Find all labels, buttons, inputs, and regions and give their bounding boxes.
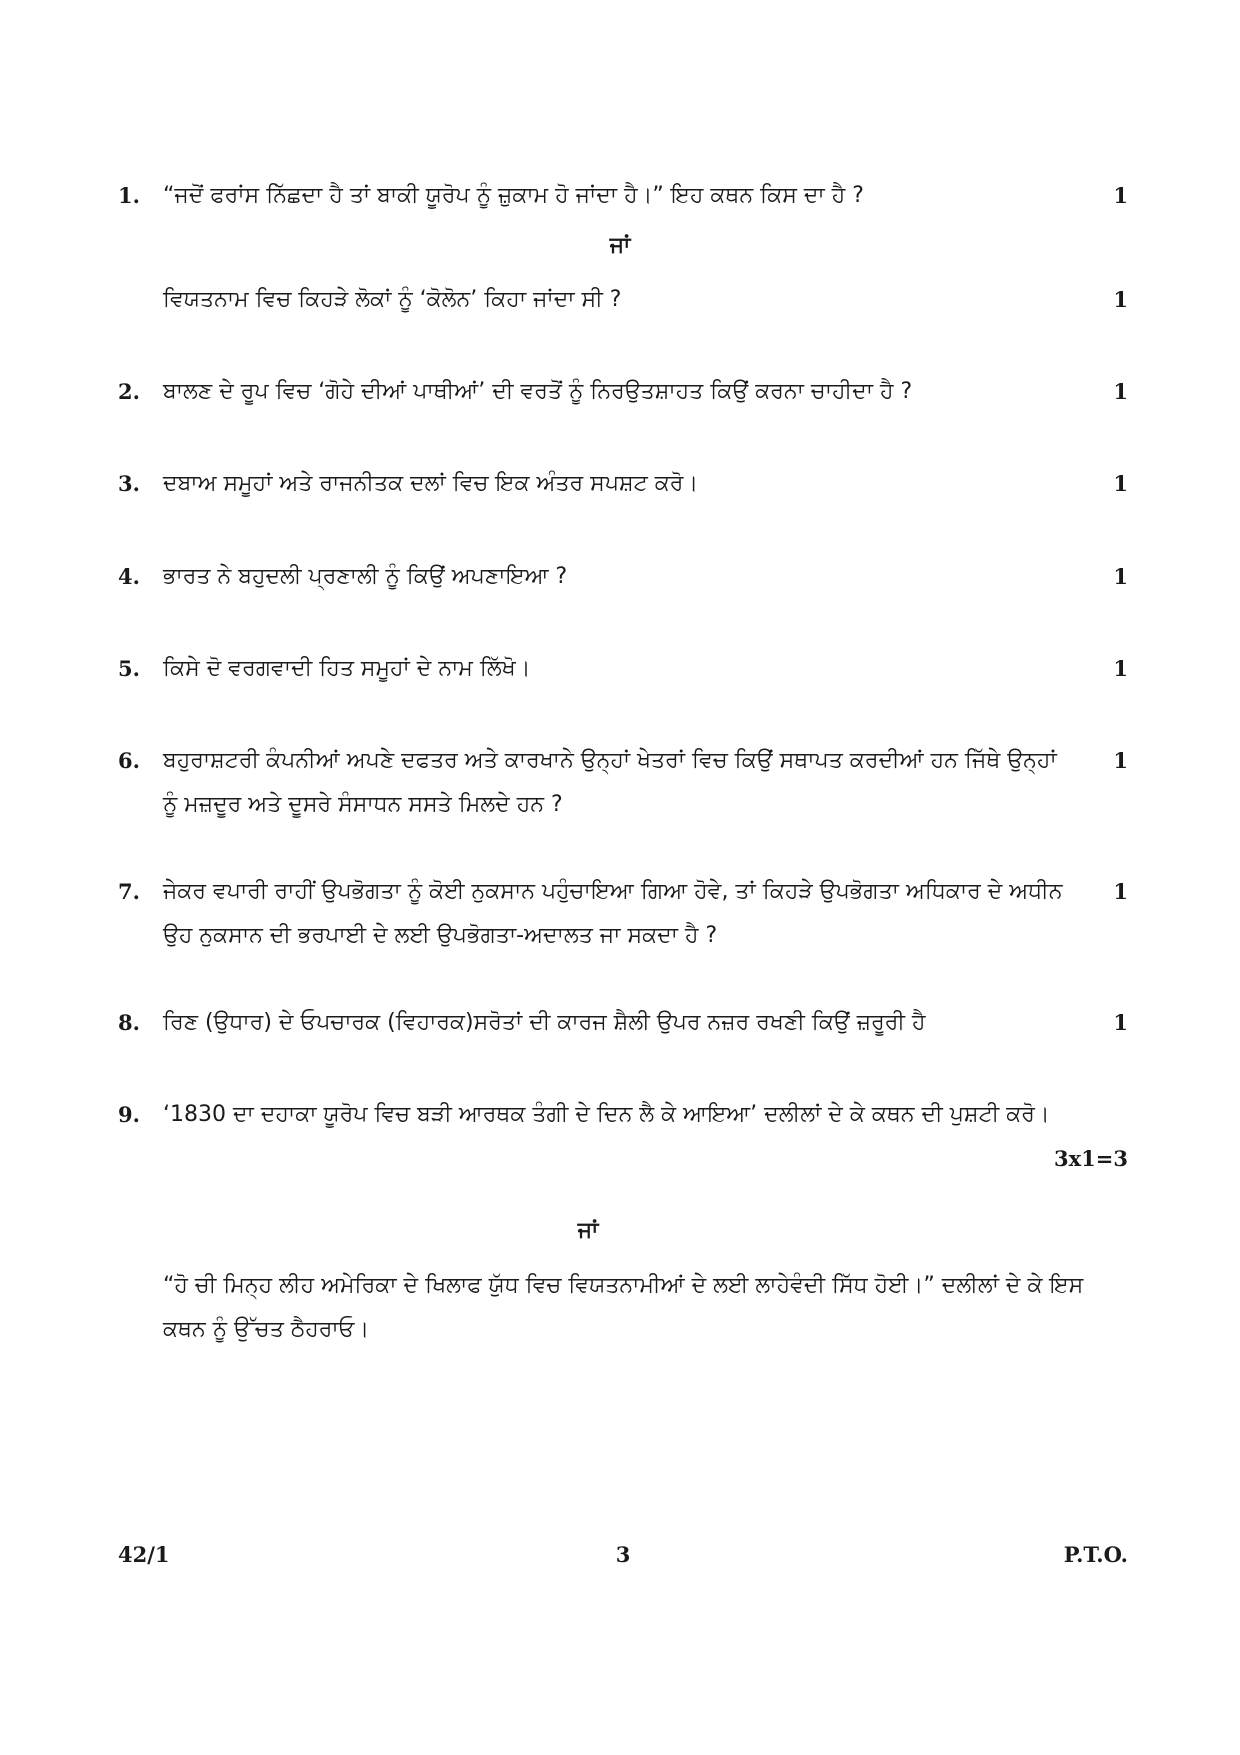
question-number: 7.: [118, 879, 140, 904]
question-text: ਦਬਾਅ ਸਮੂਹਾਂ ਅਤੇ ਰਾਜਨੀਤਕ ਦਲਾਂ ਵਿਚ ਇਕ ਅੰਤਰ ਸਪਸ਼ਟ ਕਰੋ।: [163, 471, 699, 496]
question-9-alternative: [118, 1264, 1128, 1352]
question-number: 1.: [118, 183, 140, 208]
question-4: [118, 555, 1128, 599]
page-footer: [118, 1535, 1128, 1575]
question-alt-text: “ਹੋ ਚੀ ਮਿਨ੍ਹ ਲੀਹ ਅਮੇਰਿਕਾ ਦੇ ਖਿਲਾਫ ਯੁੱਧ ਵਿਚ ਵਿਯਤਨਾਮੀਆਂ ਦੇ ਲਈ ਲਾਹੇਵੰਦੀ ਸਿੱਧ ਹੋਈ।” ਦਲੀਲਾਂ ਦੇ ਕੇ ਇਸ ਕਥਨ ਨੂੰ ਉੱਚਤ ਠੈਹਰਾਓ।: [163, 1273, 1084, 1342]
question-8: [118, 1001, 1128, 1045]
question-marks: 1: [1113, 1010, 1128, 1035]
question-3: [118, 462, 1128, 506]
question-number: 3.: [118, 471, 140, 496]
question-number: 6.: [118, 748, 140, 773]
question-text: ‘1830 ਦਾ ਦਹਾਕਾ ਯੂਰੋਪ ਵਿਚ ਬੜੀ ਆਰਥਕ ਤੰਗੀ ਦੇ ਦਿਨ ਲੈ ਕੇ ਆਇਆ’ ਦਲੀਲਾਂ ਦੇ ਕੇ ਕਥਨ ਦੀ ਪੁਸ਼ਟੀ ਕਰੋ।: [163, 1102, 1050, 1127]
pto-label: P.T.O.: [1063, 1542, 1128, 1567]
question-number: 2.: [118, 379, 140, 404]
question-marks: 1: [1113, 748, 1128, 773]
question-text: ਰਿਣ (ਉਧਾਰ) ਦੇ ਓਪਚਾਰਕ (ਵਿਹਾਰਕ)ਸਰੋਤਾਂ ਦੀ ਕਾਰਜ ਸ਼ੈਲੀ ਉਪਰ ਨਜ਼ਰ ਰਖਣੀ ਕਿਉਂ ਜ਼ਰੂਰੀ ਹੈ: [163, 1010, 926, 1035]
question-1: [118, 174, 1128, 218]
question-text: ਬਹੁਰਾਸ਼ਟਰੀ ਕੰਪਨੀਆਂ ਅਪਣੇ ਦਫਤਰ ਅਤੇ ਕਾਰਖਾਨੇ ਉਨ੍ਹਾਂ ਖੇਤਰਾਂ ਵਿਚ ਕਿਉਂ ਸਥਾਪਤ ਕਰਦੀਆਂ ਹਨ ਜਿੱਥੇ ਉਨ੍ਹਾਂ ਨੂੰ ਮਜ਼ਦੂਰ ਅਤੇ ਦੂਸਰੇ ਸੰਸਾਧਨ ਸਸਤੇ ਮਿਲਦੇ ਹਨ ?: [163, 748, 1057, 817]
question-2: [118, 370, 1128, 414]
question-5: [118, 647, 1128, 691]
question-alt-marks: 1: [1113, 287, 1128, 312]
question-text: ਜੇਕਰ ਵਪਾਰੀ ਰਾਹੀਂ ਉਪਭੋਗਤਾ ਨੂੰ ਕੋਈ ਨੁਕਸਾਨ ਪਹੁੰਚਾਇਆ ਗਿਆ ਹੋਵੇ, ਤਾਂ ਕਿਹੜੇ ਉਪਭੋਗਤਾ ਅਧਿਕਾਰ ਦੇ ਅਧੀਨ ਉਹ ਨੁਕਸਾਨ ਦੀ ਭਰਪਾਈ ਦੇ ਲਈ ਉਪਭੋਗਤਾ-ਅਦਾਲਤ ਜਾ ਸਕਦਾ ਹੈ ?: [163, 879, 1063, 948]
question-text: ਕਿਸੇ ਦੋ ਵਰਗਵਾਦੀ ਹਿਤ ਸਮੂਹਾਂ ਦੇ ਨਾਮ ਲਿੱਖੋ।: [163, 656, 531, 681]
question-1-alternative: [118, 278, 1128, 322]
question-text: “ਜਦੋਂ ਫਰਾਂਸ ਨਿੱਛਦਾ ਹੈ ਤਾਂ ਬਾਕੀ ਯੂਰੋਪ ਨੂੰ ਜ਼ੁਕਾਮ ਹੋ ਜਾਂਦਾ ਹੈ।” ਇਹ ਕਥਨ ਕਿਸ ਦਾ ਹੈ ?: [163, 183, 864, 208]
question-marks: 3x1=3: [1054, 1146, 1128, 1171]
question-marks: 1: [1113, 564, 1128, 589]
paper-code: 42/1: [118, 1542, 170, 1567]
question-number: 8.: [118, 1010, 140, 1035]
question-number: 5.: [118, 656, 140, 681]
question-marks: 1: [1113, 656, 1128, 681]
question-marks: 1: [1113, 471, 1128, 496]
question-6: [118, 739, 1128, 827]
question-9: [118, 1093, 1128, 1181]
question-text: ਬਾਲਣ ਦੇ ਰੂਪ ਵਿਚ ‘ਗੋਹੇ ਦੀਆਂ ਪਾਥੀਆਂ’ ਦੀ ਵਰਤੋਂ ਨੂੰ ਨਿਰਉਤਸ਼ਾਹਤ ਕਿਉਂ ਕਰਨਾ ਚਾਹੀਦਾ ਹੈ ?: [163, 379, 913, 404]
question-number: 9.: [118, 1102, 140, 1127]
question-marks: 1: [1113, 379, 1128, 404]
page-number: 3: [615, 1542, 631, 1567]
or-separator: ਜਾਂ: [577, 1218, 599, 1243]
question-marks: 1: [1113, 879, 1128, 904]
question-number: 4.: [118, 564, 140, 589]
or-separator: ਜਾਂ: [609, 233, 631, 258]
question-alt-text: ਵਿਯਤਨਾਮ ਵਿਚ ਕਿਹੜੇ ਲੋਕਾਂ ਨੂੰ ‘ਕੋਲੋਨ’ ਕਿਹਾ ਜਾਂਦਾ ਸੀ ?: [163, 287, 622, 312]
question-text: ਭਾਰਤ ਨੇ ਬਹੁਦਲੀ ਪ੍ਰਣਾਲੀ ਨੂੰ ਕਿਉਂ ਅਪਣਾਇਆ ?: [163, 564, 568, 589]
question-marks: 1: [1113, 183, 1128, 208]
question-7: [118, 870, 1128, 958]
